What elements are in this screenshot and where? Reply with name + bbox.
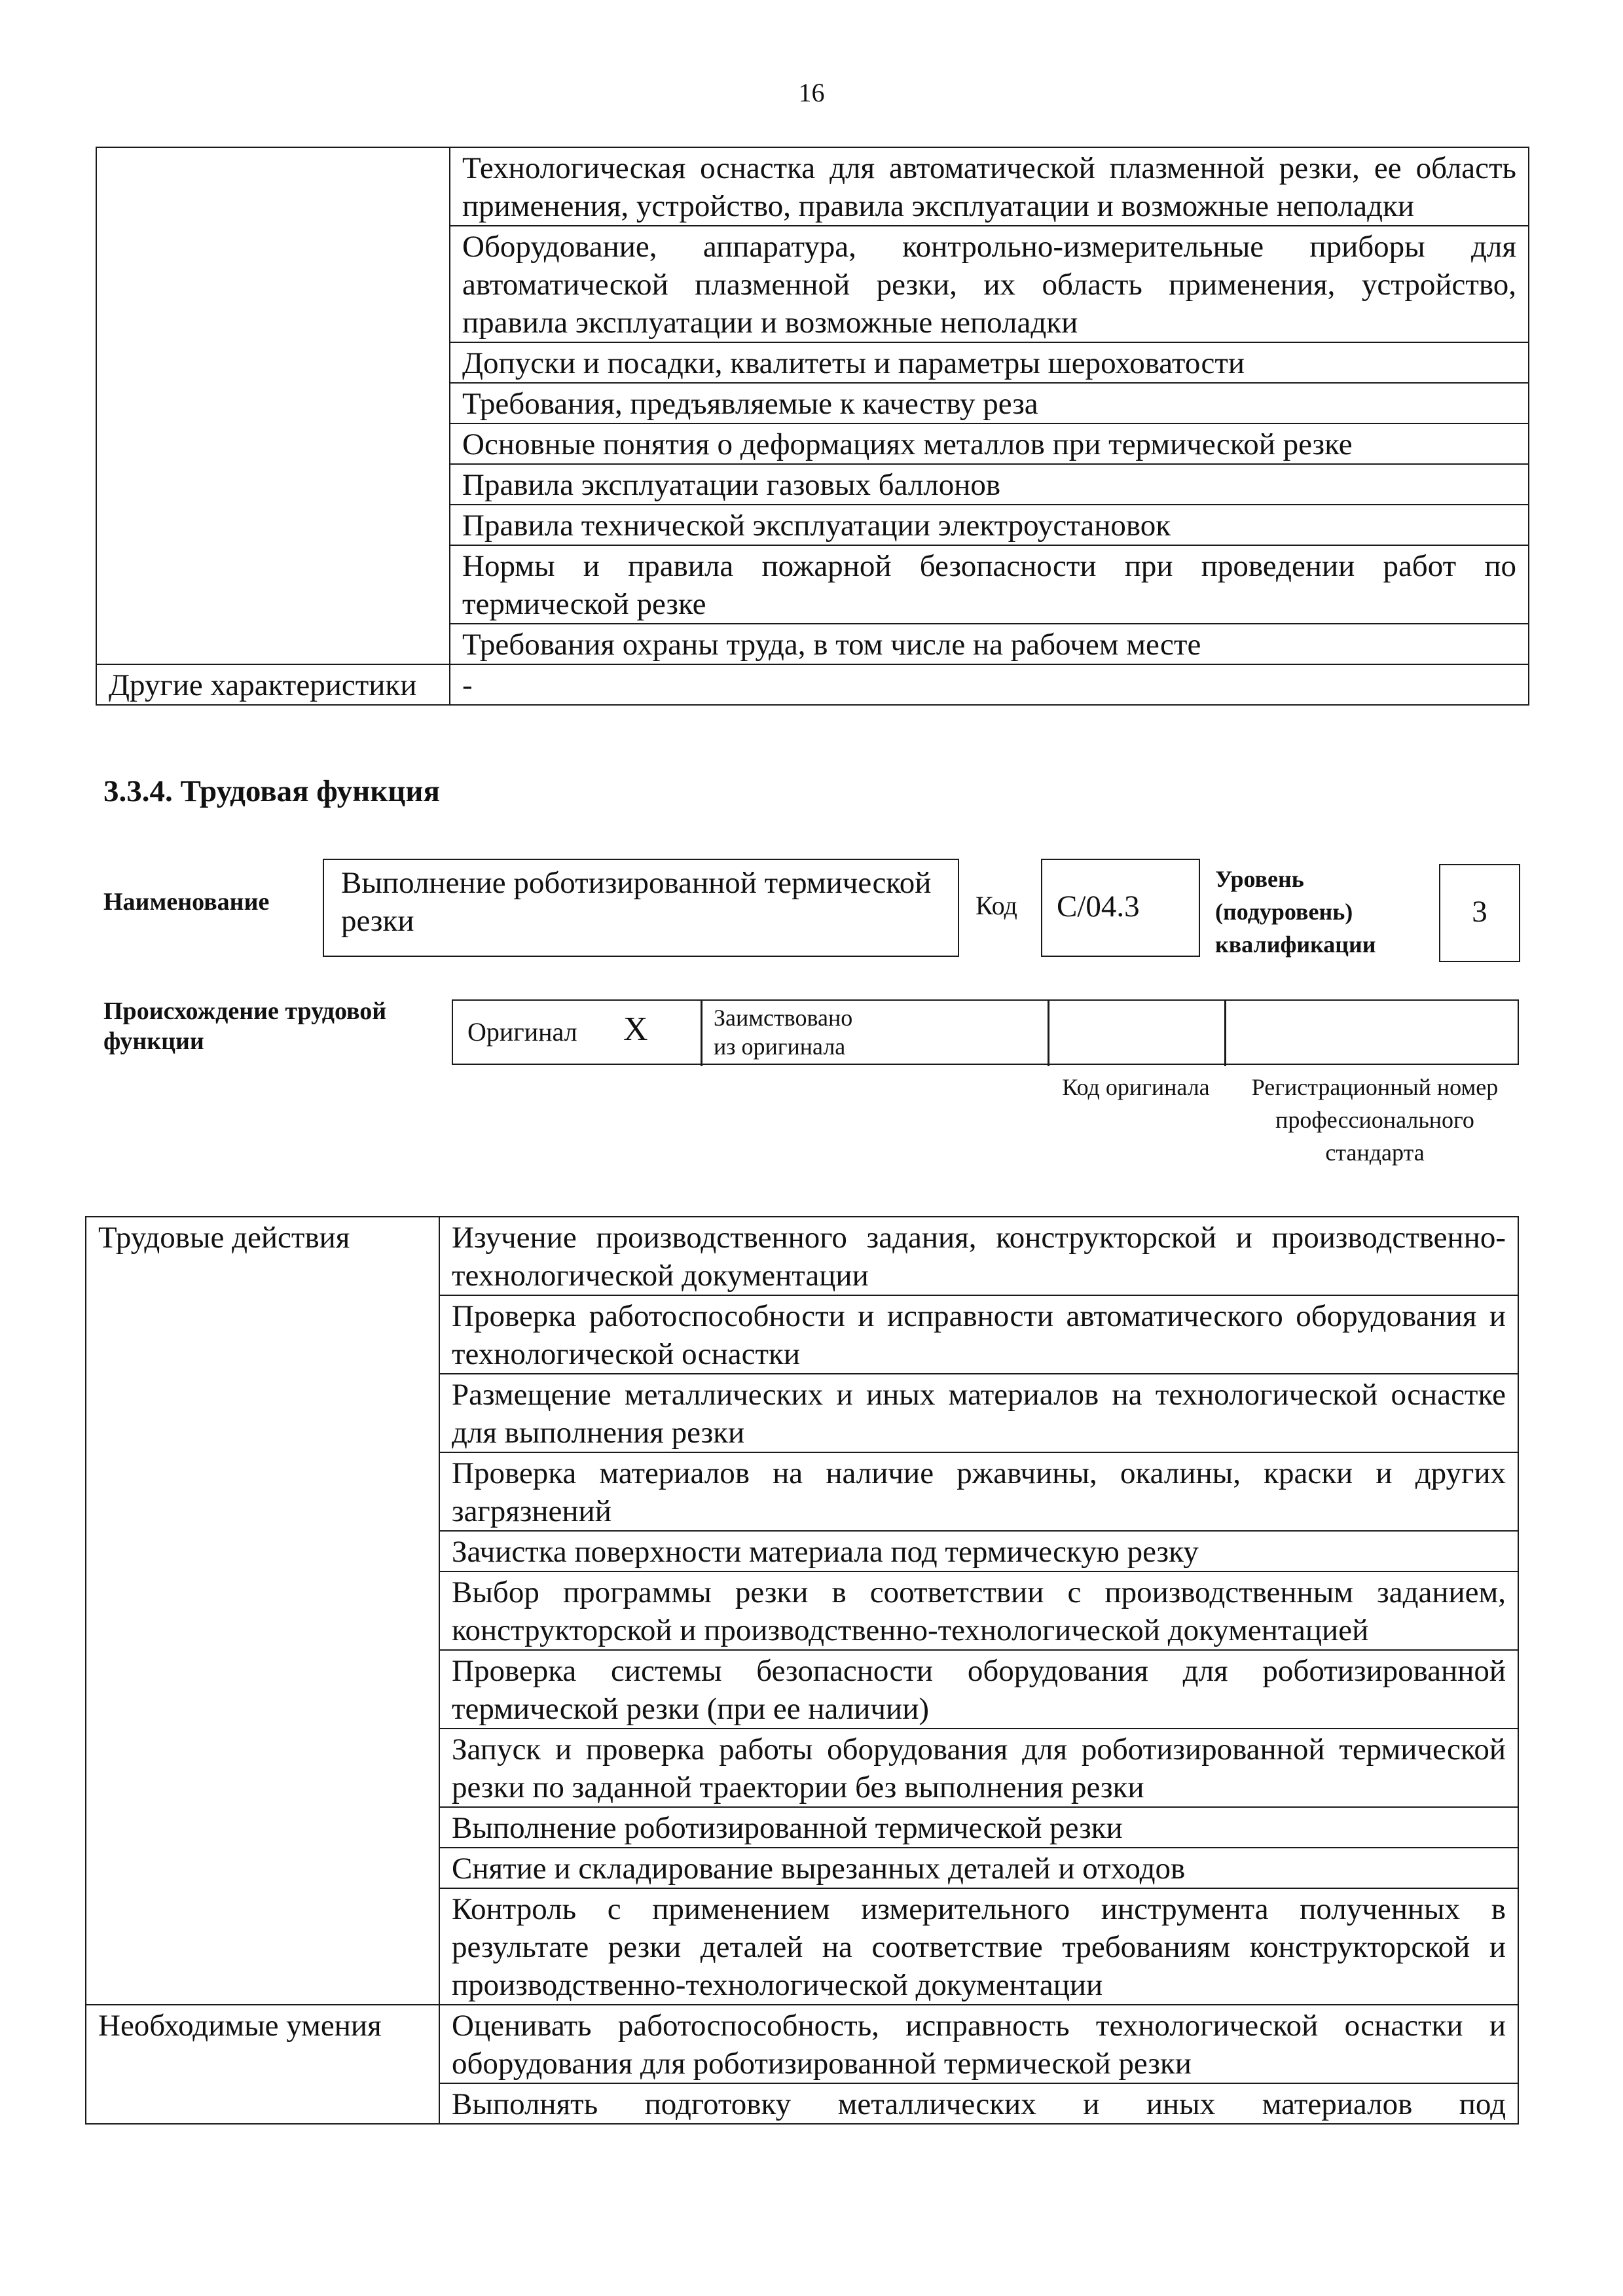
page-number: 16 bbox=[798, 78, 825, 107]
knowledge-item: Технологическая оснастка для автоматической плазменной резки, ее область применения, устройство, правила эксплуатации и возможные неполадки bbox=[450, 147, 1529, 226]
original-code-cell bbox=[1050, 1001, 1223, 1064]
table-row bbox=[86, 2005, 1518, 2083]
original-mark: X bbox=[623, 1011, 648, 1048]
table-row bbox=[86, 1217, 1518, 1295]
knowledge-item: Допуски и посадки, квалитеты и параметры шероховатости bbox=[450, 342, 1529, 383]
level-value: 3 bbox=[1472, 895, 1487, 929]
action-item: Снятие и складирование вырезанных деталей и отходов bbox=[439, 1848, 1518, 1888]
action-item: Проверка работоспособности и исправности автоматического оборудования и технологической оснастки bbox=[439, 1295, 1518, 1374]
action-item: Контроль с применением измерительного инструмента полученных в результате резки деталей на соответствие требованиям конструкторской и производственно-технологической документации bbox=[439, 1888, 1518, 2005]
function-name-box bbox=[323, 859, 959, 957]
section-heading: 3.3.4. Трудовая функция bbox=[103, 774, 440, 808]
actions-label: Трудовые действия bbox=[98, 1221, 350, 1255]
action-item: Проверка материалов на наличие ржавчины, окалины, краски и других загрязнений bbox=[439, 1452, 1518, 1531]
action-item: Выбор программы резки в соответствии с производственным заданием, конструкторской и производственно-технологической документацией bbox=[439, 1571, 1518, 1650]
knowledge-item: Требования, предъявляемые к качеству реза bbox=[450, 383, 1529, 423]
origin-row bbox=[452, 999, 1519, 1065]
code-label: Код bbox=[976, 891, 1017, 920]
level-label: Уровень (подуровень) квалификации bbox=[1215, 866, 1376, 958]
knowledge-table bbox=[96, 147, 1529, 706]
action-item: Зачистка поверхности материала под термическую резку bbox=[439, 1531, 1518, 1571]
origin-label: Происхождение трудовой функции bbox=[103, 997, 387, 1055]
knowledge-item: Правила технической эксплуатации электроустановок bbox=[450, 505, 1529, 545]
action-item: Проверка системы безопасности оборудования для роботизированной термической резки (при ее наличии) bbox=[439, 1650, 1518, 1729]
table-row bbox=[96, 664, 1529, 705]
skills-label: Необходимые умения bbox=[98, 2009, 382, 2043]
action-item: Запуск и проверка работы оборудования для роботизированной термической резки по заданной траектории без выполнения резки bbox=[439, 1729, 1518, 1807]
action-item: Изучение производственного задания, конструкторской и производственно-технологической документации bbox=[439, 1217, 1518, 1295]
knowledge-item: Нормы и правила пожарной безопасности при проведении работ по термической резке bbox=[450, 545, 1529, 624]
code-caption: Код оригинала bbox=[1062, 1074, 1210, 1100]
table-row bbox=[96, 147, 1529, 226]
skill-item: Выполнять подготовку металлических и иных материалов под bbox=[439, 2083, 1518, 2124]
name-label: Наименование bbox=[103, 888, 270, 916]
borrowed-label: Заимствовано из оригинала bbox=[714, 1005, 853, 1060]
knowledge-label-cell bbox=[96, 147, 450, 664]
divider bbox=[1224, 1001, 1226, 1066]
function-name-value: Выполнение роботизированной термической резки bbox=[341, 866, 932, 938]
actions-label-cell bbox=[86, 1217, 439, 2005]
knowledge-item: Основные понятия о деформациях металлов при термической резке bbox=[450, 423, 1529, 464]
knowledge-item: Оборудование, аппаратура, контрольно-измерительные приборы для автоматической плазменной резки, их область применения, устройство, правила эксплуатации и возможные неполадки bbox=[450, 226, 1529, 342]
actions-table bbox=[85, 1216, 1519, 2125]
registration-number-cell bbox=[1227, 1001, 1515, 1064]
knowledge-item: Правила эксплуатации газовых баллонов bbox=[450, 464, 1529, 505]
level-box bbox=[1439, 864, 1520, 962]
original-label: Оригинал bbox=[467, 1017, 577, 1047]
knowledge-item: Требования охраны труда, в том числе на рабочем месте bbox=[450, 624, 1529, 664]
action-item: Выполнение роботизированной термической резки bbox=[439, 1807, 1518, 1848]
divider bbox=[701, 1001, 702, 1066]
skill-item: Оценивать работоспособность, исправность технологической оснастки и оборудования для роботизированной термической резки bbox=[439, 2005, 1518, 2083]
other-characteristics-value: - bbox=[450, 664, 1529, 705]
action-item: Размещение металлических и иных материалов на технологической оснастке для выполнения резки bbox=[439, 1374, 1518, 1452]
code-value: C/04.3 bbox=[1057, 889, 1140, 924]
skills-label-cell bbox=[86, 2005, 439, 2124]
registration-caption: Регистрационный номер профессионального стандарта bbox=[1251, 1074, 1499, 1166]
code-box bbox=[1041, 859, 1200, 957]
divider bbox=[1048, 1001, 1049, 1066]
other-characteristics-label: Другие характеристики bbox=[96, 664, 450, 705]
